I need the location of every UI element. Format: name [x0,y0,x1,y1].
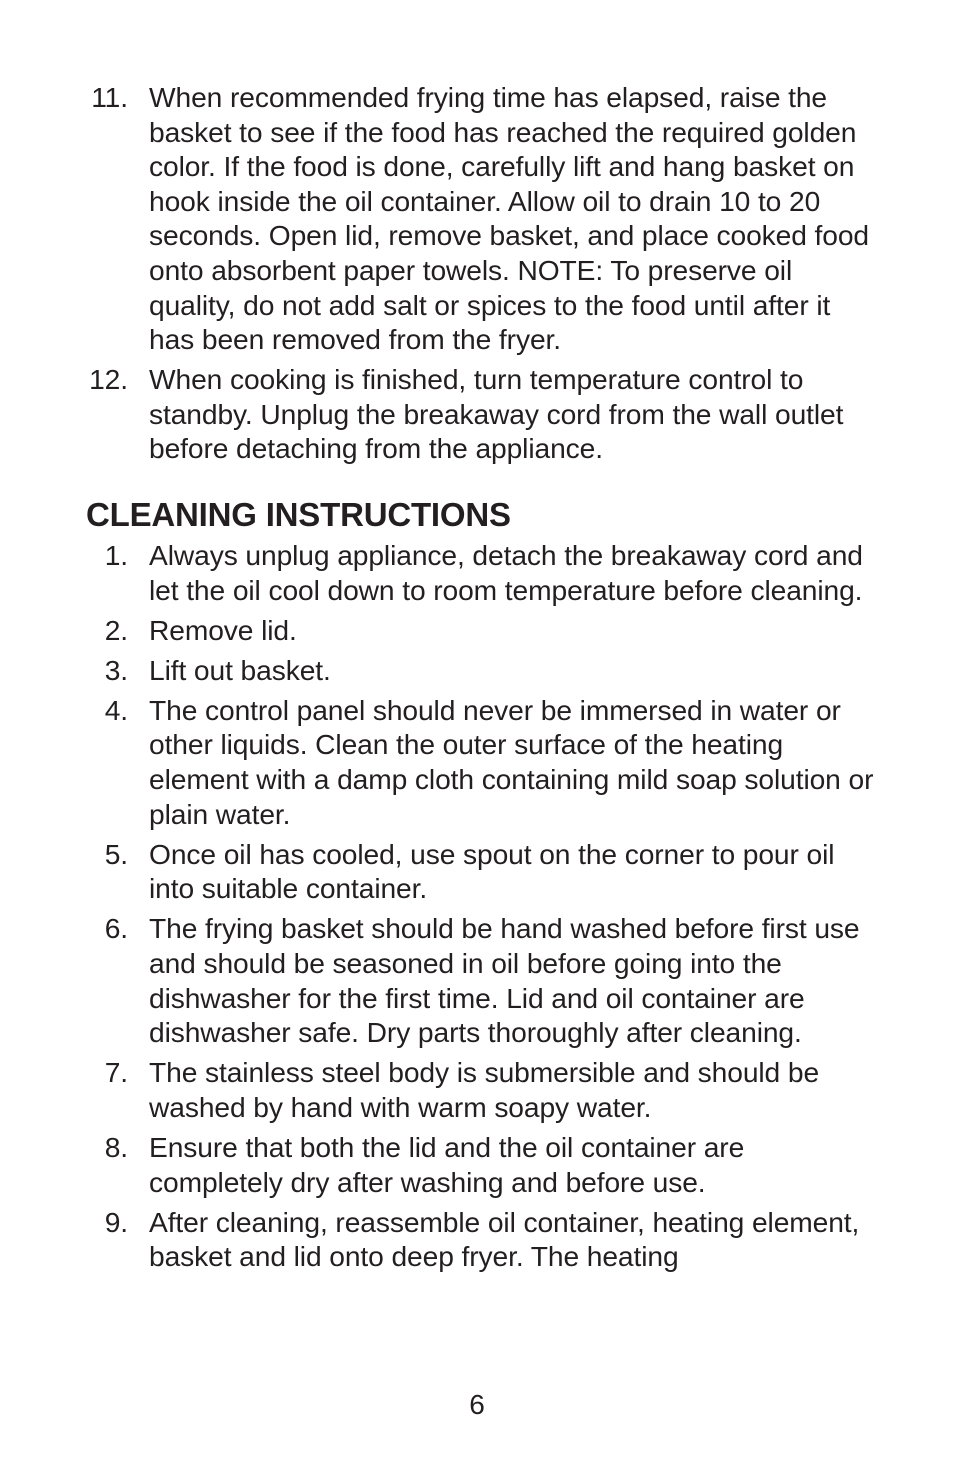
list-item [86,362,876,466]
step-text: The frying basket should be hand washed before first use and should be seasoned in oil before going into the dishwasher for the first time. Lid and oil container are dishwasher safe. Dry parts thoroughly after cleaning. [149,912,860,1049]
list-item [86,1055,876,1124]
step-text: Always unplug appliance, detach the breakaway cord and let the oil cool down to room temperature before cleaning. [149,539,863,606]
step-text: Lift out basket. [149,653,331,686]
step-text: The stainless steel body is submersible and should be washed by hand with warm soapy water. [149,1056,820,1123]
step-number: 4. [104,693,128,726]
section-heading: CLEANING INSTRUCTIONS [86,496,511,533]
page-number: 6 [469,1389,485,1420]
step-text: Remove lid. [149,613,297,646]
list-item [86,911,876,1049]
cleaning-steps [86,538,876,1279]
step-number: 11. [91,81,128,113]
step-text: Ensure that both the lid and the oil container are completely dry after washing and before use. [149,1131,745,1198]
list-item [86,693,876,831]
step-number: 2. [104,613,128,646]
step-text: Once oil has cooled, use spout on the corner to pour oil into suitable container. [149,837,835,905]
list-item [86,80,876,357]
frying-steps-continued [86,80,876,472]
step-text: When cooking is finished, turn temperature control to standby. Unplug the breakaway cord from the wall outlet before detaching from the appliance. [149,363,844,465]
step-number: 5. [104,837,128,870]
list-item [86,1130,876,1199]
list-item [86,613,876,648]
step-text: When recommended frying time has elapsed, raise the basket to see if the food has reached the required golden color. If the food is done, carefully lift and hang basket on hook inside the oil container. Allow oil to drain 10 to 20 seconds. Open lid, remove basket, and place cooked food onto absorbent paper towels. NOTE: To preserve oil quality, do not add salt or spices to the food until after it has been removed from the fryer. [149,81,869,356]
step-number: 1. [104,539,128,571]
step-number: 3. [104,653,128,686]
list-item [86,538,876,607]
step-number: 6. [104,912,128,945]
step-number: 12. [89,363,128,396]
step-number: 9. [104,1205,128,1238]
list-item [86,653,876,688]
list-item [86,1205,876,1274]
step-text: The control panel should never be immersed in water or other liquids. Clean the outer surface of the heating element with a damp cloth containing mild soap solution or plain water. [149,693,874,830]
list-item [86,837,876,906]
step-number: 8. [104,1131,128,1163]
step-number: 7. [104,1056,128,1089]
step-text: After cleaning, reassemble oil container, heating element, basket and lid onto deep fryer. The heating [149,1205,860,1273]
